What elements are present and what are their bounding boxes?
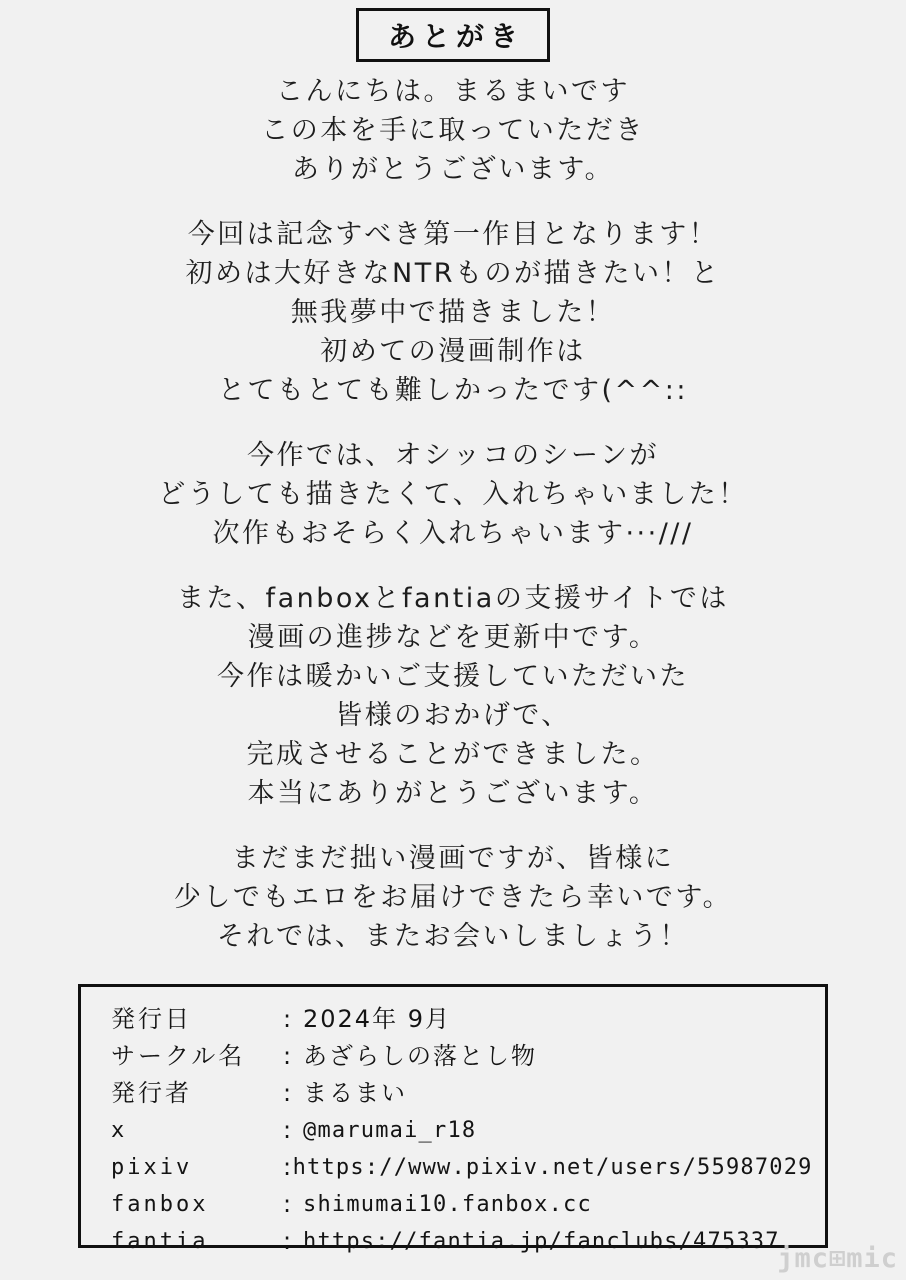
colophon-label: 発行日: [111, 1005, 192, 1033]
paragraph-line: この本を手に取っていただき: [261, 115, 645, 146]
colophon-value[interactable]: @marumai_r18: [303, 1118, 477, 1143]
paragraph-line: こんにちは。まるまいです: [276, 76, 630, 107]
paragraph-line: 本当にありがとうございます。: [247, 778, 659, 809]
colophon-row: [111, 1223, 805, 1260]
colophon-separator: :: [283, 1227, 293, 1255]
colophon-row: [111, 1001, 805, 1038]
colophon-label: fantia: [111, 1229, 209, 1254]
colophon-row: [111, 1075, 805, 1112]
colophon-value: あざらしの落とし物: [303, 1042, 537, 1070]
colophon-row: [111, 1149, 813, 1186]
paragraph-line: 今作では、オシッコのシーンが: [247, 440, 659, 471]
paragraph-line: 初めての漫画制作は: [320, 336, 586, 367]
paragraph-line: 今回は記念すべき第一作目となります！: [187, 219, 719, 250]
colophon-separator: :: [283, 1153, 293, 1181]
afterword-body: [0, 72, 906, 956]
paragraph-line: 今作は暖かいご支援していただいた: [217, 661, 689, 692]
page-title: あとがき: [387, 20, 524, 53]
colophon-label: pixiv: [111, 1155, 193, 1180]
colophon-separator: :: [283, 1042, 293, 1070]
colophon-row: [111, 1186, 805, 1223]
watermark-logo: jmc⊞mic: [777, 1243, 898, 1274]
paragraph-line: 完成させることができました。: [246, 739, 660, 770]
colophon-row: [111, 1038, 805, 1075]
colophon-label: 発行者: [111, 1079, 192, 1107]
colophon-value[interactable]: shimumai10.fanbox.cc: [303, 1192, 592, 1217]
paragraph-line: また、fanboxとfantiaの支援サイトでは: [177, 583, 729, 614]
colophon-value: 2024年 9月: [303, 1005, 451, 1033]
colophon-label: x: [111, 1118, 128, 1143]
paragraph-line: とてもとても難しかったです(^^::: [218, 375, 688, 406]
colophon-box: [78, 984, 828, 1255]
paragraph-line: 少しでもエロをお届けできたら幸いです。: [173, 882, 733, 913]
colophon-value[interactable]: https://www.pixiv.net/users/55987029: [292, 1155, 813, 1180]
paragraph-5: [0, 839, 906, 956]
colophon-separator: :: [283, 1116, 293, 1144]
colophon-value: まるまい: [303, 1079, 407, 1107]
colophon-label: サークル名: [111, 1042, 246, 1070]
paragraph-line: 無我夢中で描きました！: [290, 297, 616, 328]
paragraph-2: [0, 215, 906, 410]
colophon-label: fanbox: [111, 1192, 209, 1217]
paragraph-line: 漫画の進捗などを更新中です。: [247, 622, 659, 653]
paragraph-line: どうしても描きたくて、入れちゃいました！: [158, 479, 748, 510]
paragraph-line: ありがとうございます。: [291, 154, 615, 185]
paragraph-4: [0, 579, 906, 813]
colophon-row: [111, 1112, 805, 1149]
paragraph-line: 皆様のおかげで、: [335, 700, 571, 731]
paragraph-line: 初めは大好きなNTRものが描きたい！と: [185, 258, 721, 289]
colophon-separator: :: [283, 1190, 293, 1218]
colophon-separator: :: [283, 1079, 293, 1107]
paragraph-1: [0, 72, 906, 189]
paragraph-line: まだまだ拙い漫画ですが、皆様に: [231, 843, 675, 874]
page-title-box: [356, 8, 550, 62]
paragraph-line: それでは、またお会いしましょう！: [217, 921, 689, 952]
paragraph-3: [0, 436, 906, 553]
colophon-value[interactable]: https://fantia.jp/fanclubs/475337: [303, 1229, 780, 1254]
paragraph-line: 次作もおそらく入れちゃいます···///: [212, 518, 694, 549]
colophon-separator: :: [283, 1005, 293, 1033]
